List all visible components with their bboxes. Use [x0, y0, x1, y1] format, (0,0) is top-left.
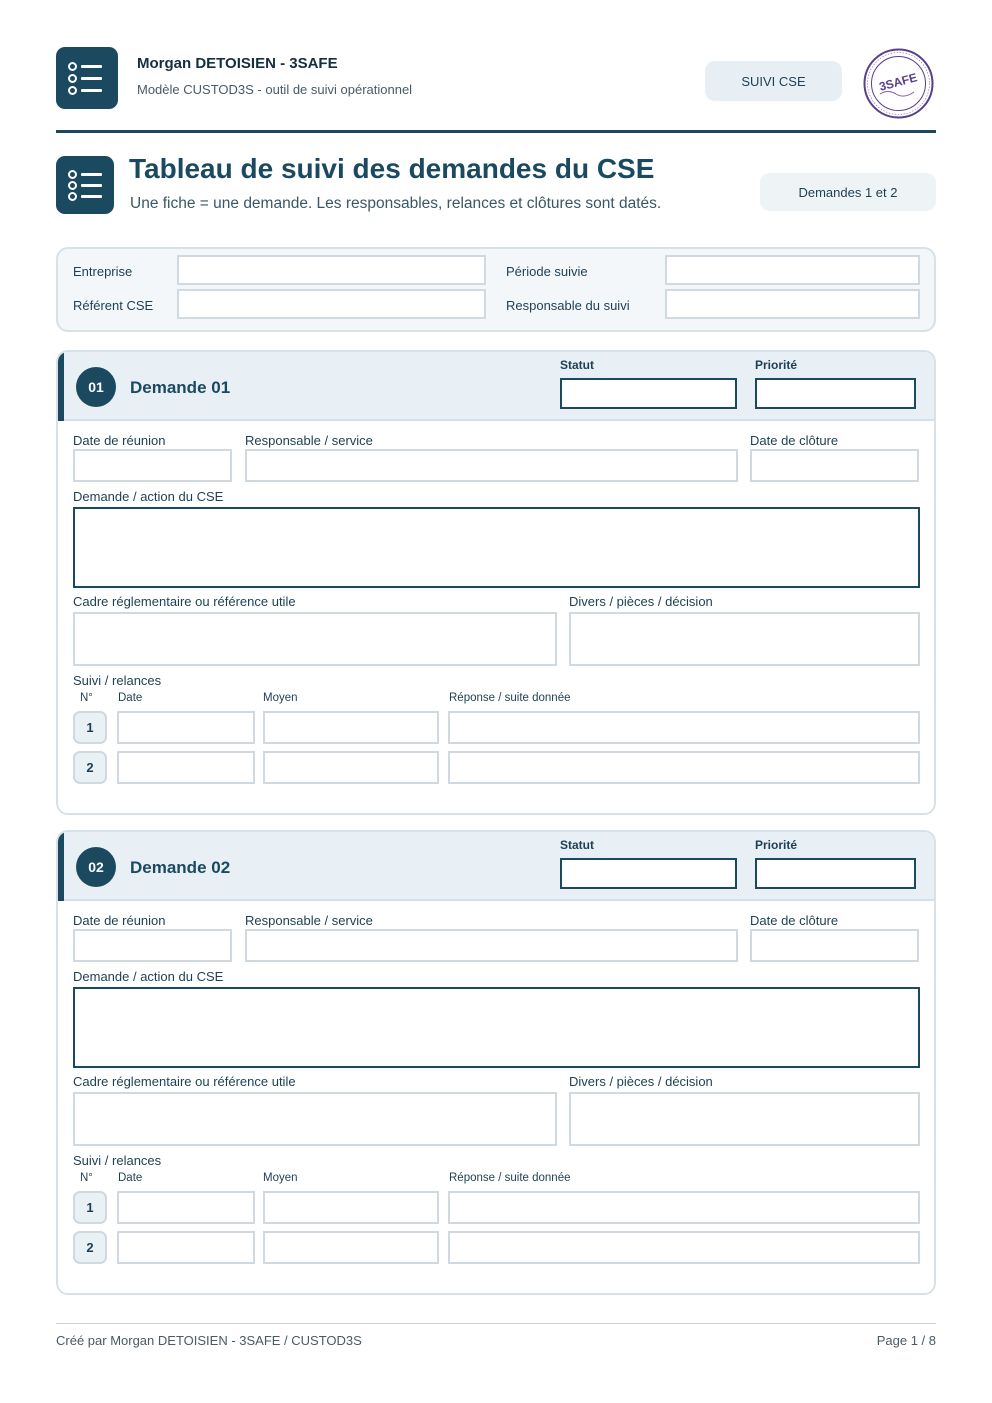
priorite-label: Priorité — [755, 838, 798, 852]
divers-field[interactable] — [569, 1092, 920, 1146]
relance-reponse-field[interactable] — [448, 1191, 920, 1224]
divers-label: Divers / pièces / décision — [569, 594, 713, 609]
periode-field[interactable] — [665, 255, 920, 285]
model-subtitle: Modèle CUSTOD3S - outil de suivi opérationnel — [137, 82, 413, 97]
date-cloture-label: Date de clôture — [750, 913, 839, 928]
relance-date-field[interactable] — [117, 1191, 255, 1224]
svg-text:3SAFE: 3SAFE — [877, 70, 919, 94]
relance-moyen-field[interactable] — [263, 1231, 439, 1264]
demande-number: 01 — [76, 367, 116, 407]
cadre-label: Cadre réglementaire ou référence utile — [73, 594, 296, 609]
referent-label: Référent CSE — [73, 298, 154, 313]
statut-label: Statut — [560, 838, 594, 852]
demande-action-field[interactable] — [73, 507, 920, 588]
demande-action-label: Demande / action du CSE — [73, 489, 224, 504]
relance-row-number: 1 — [73, 1191, 107, 1224]
cadre-field[interactable] — [73, 612, 557, 666]
relance-date-field[interactable] — [117, 751, 255, 784]
page-title: Tableau de suivi des demandes du CSE — [129, 153, 655, 184]
demande-number: 02 — [76, 847, 116, 887]
footer-credit: Créé par Morgan DETOISIEN - 3SAFE / CUSTOD3S — [56, 1333, 362, 1348]
cadre-label: Cadre réglementaire ou référence utile — [73, 1074, 296, 1089]
col-num-header: N° — [80, 1172, 93, 1184]
demande-header — [58, 352, 934, 421]
suivi-relances-label: Suivi / relances — [73, 673, 162, 688]
demande-card — [56, 350, 936, 815]
accent-bar — [58, 352, 64, 421]
cadre-field[interactable] — [73, 1092, 557, 1146]
referent-field[interactable] — [177, 289, 486, 319]
demande-action-label: Demande / action du CSE — [73, 969, 224, 984]
statut-field[interactable] — [560, 858, 737, 889]
divers-field[interactable] — [569, 612, 920, 666]
statut-field[interactable] — [560, 378, 737, 409]
divers-label: Divers / pièces / décision — [569, 1074, 713, 1089]
entreprise-field[interactable] — [177, 255, 486, 285]
relance-row-number: 2 — [73, 1231, 107, 1264]
col-reponse-header: Réponse / suite donnée — [449, 1172, 571, 1184]
col-reponse-header: Réponse / suite donnée — [449, 692, 571, 704]
header-list-icon — [56, 47, 118, 109]
relance-row-number: 1 — [73, 711, 107, 744]
col-date-header: Date — [118, 692, 143, 704]
date-cloture-field[interactable] — [750, 449, 919, 482]
col-moyen-header: Moyen — [263, 1172, 298, 1184]
demande-title: Demande 02 — [130, 858, 231, 877]
relance-moyen-field[interactable] — [263, 1191, 439, 1224]
statut-label: Statut — [560, 358, 594, 372]
relance-moyen-field[interactable] — [263, 751, 439, 784]
relance-date-field[interactable] — [117, 1231, 255, 1264]
responsable-suivi-field[interactable] — [665, 289, 920, 319]
relance-date-field[interactable] — [117, 711, 255, 744]
priorite-field[interactable] — [755, 858, 916, 889]
title-list-icon — [56, 156, 114, 214]
priorite-field[interactable] — [755, 378, 916, 409]
header-divider — [56, 130, 936, 133]
author-name: Morgan DETOISIEN - 3SAFE — [137, 55, 338, 72]
responsable-service-label: Responsable / service — [245, 913, 373, 928]
demande-card — [56, 830, 936, 1295]
demande-title: Demande 01 — [130, 378, 231, 397]
company-stamp-logo — [862, 47, 935, 120]
date-cloture-field[interactable] — [750, 929, 919, 962]
date-cloture-label: Date de clôture — [750, 433, 839, 448]
demandes-range-badge: Demandes 1 et 2 — [760, 173, 936, 211]
footer-divider — [56, 1323, 936, 1324]
col-num-header: N° — [80, 692, 93, 704]
demande-action-field[interactable] — [73, 987, 920, 1068]
date-reunion-field[interactable] — [73, 449, 232, 482]
responsable-suivi-label: Responsable du suivi — [506, 298, 630, 313]
relance-reponse-field[interactable] — [448, 751, 920, 784]
date-reunion-label: Date de réunion — [73, 433, 166, 448]
relance-reponse-field[interactable] — [448, 1231, 920, 1264]
relance-row-number: 2 — [73, 751, 107, 784]
col-date-header: Date — [118, 1172, 143, 1184]
priorite-label: Priorité — [755, 358, 798, 372]
relance-reponse-field[interactable] — [448, 711, 920, 744]
col-moyen-header: Moyen — [263, 692, 298, 704]
demande-header — [58, 832, 934, 901]
responsable-service-label: Responsable / service — [245, 433, 373, 448]
responsable-service-field[interactable] — [245, 449, 738, 482]
responsable-service-field[interactable] — [245, 929, 738, 962]
entreprise-label: Entreprise — [73, 264, 133, 279]
date-reunion-label: Date de réunion — [73, 913, 166, 928]
general-info-panel — [56, 247, 936, 332]
periode-label: Période suivie — [506, 264, 588, 279]
accent-bar — [58, 832, 64, 901]
page-subtitle: Une fiche = une demande. Les responsables, relances et clôtures sont datés. — [130, 195, 662, 212]
relance-moyen-field[interactable] — [263, 711, 439, 744]
date-reunion-field[interactable] — [73, 929, 232, 962]
page-number: Page 1 / 8 — [876, 1333, 936, 1348]
suivi-cse-badge: SUIVI CSE — [705, 61, 842, 101]
suivi-relances-label: Suivi / relances — [73, 1153, 162, 1168]
